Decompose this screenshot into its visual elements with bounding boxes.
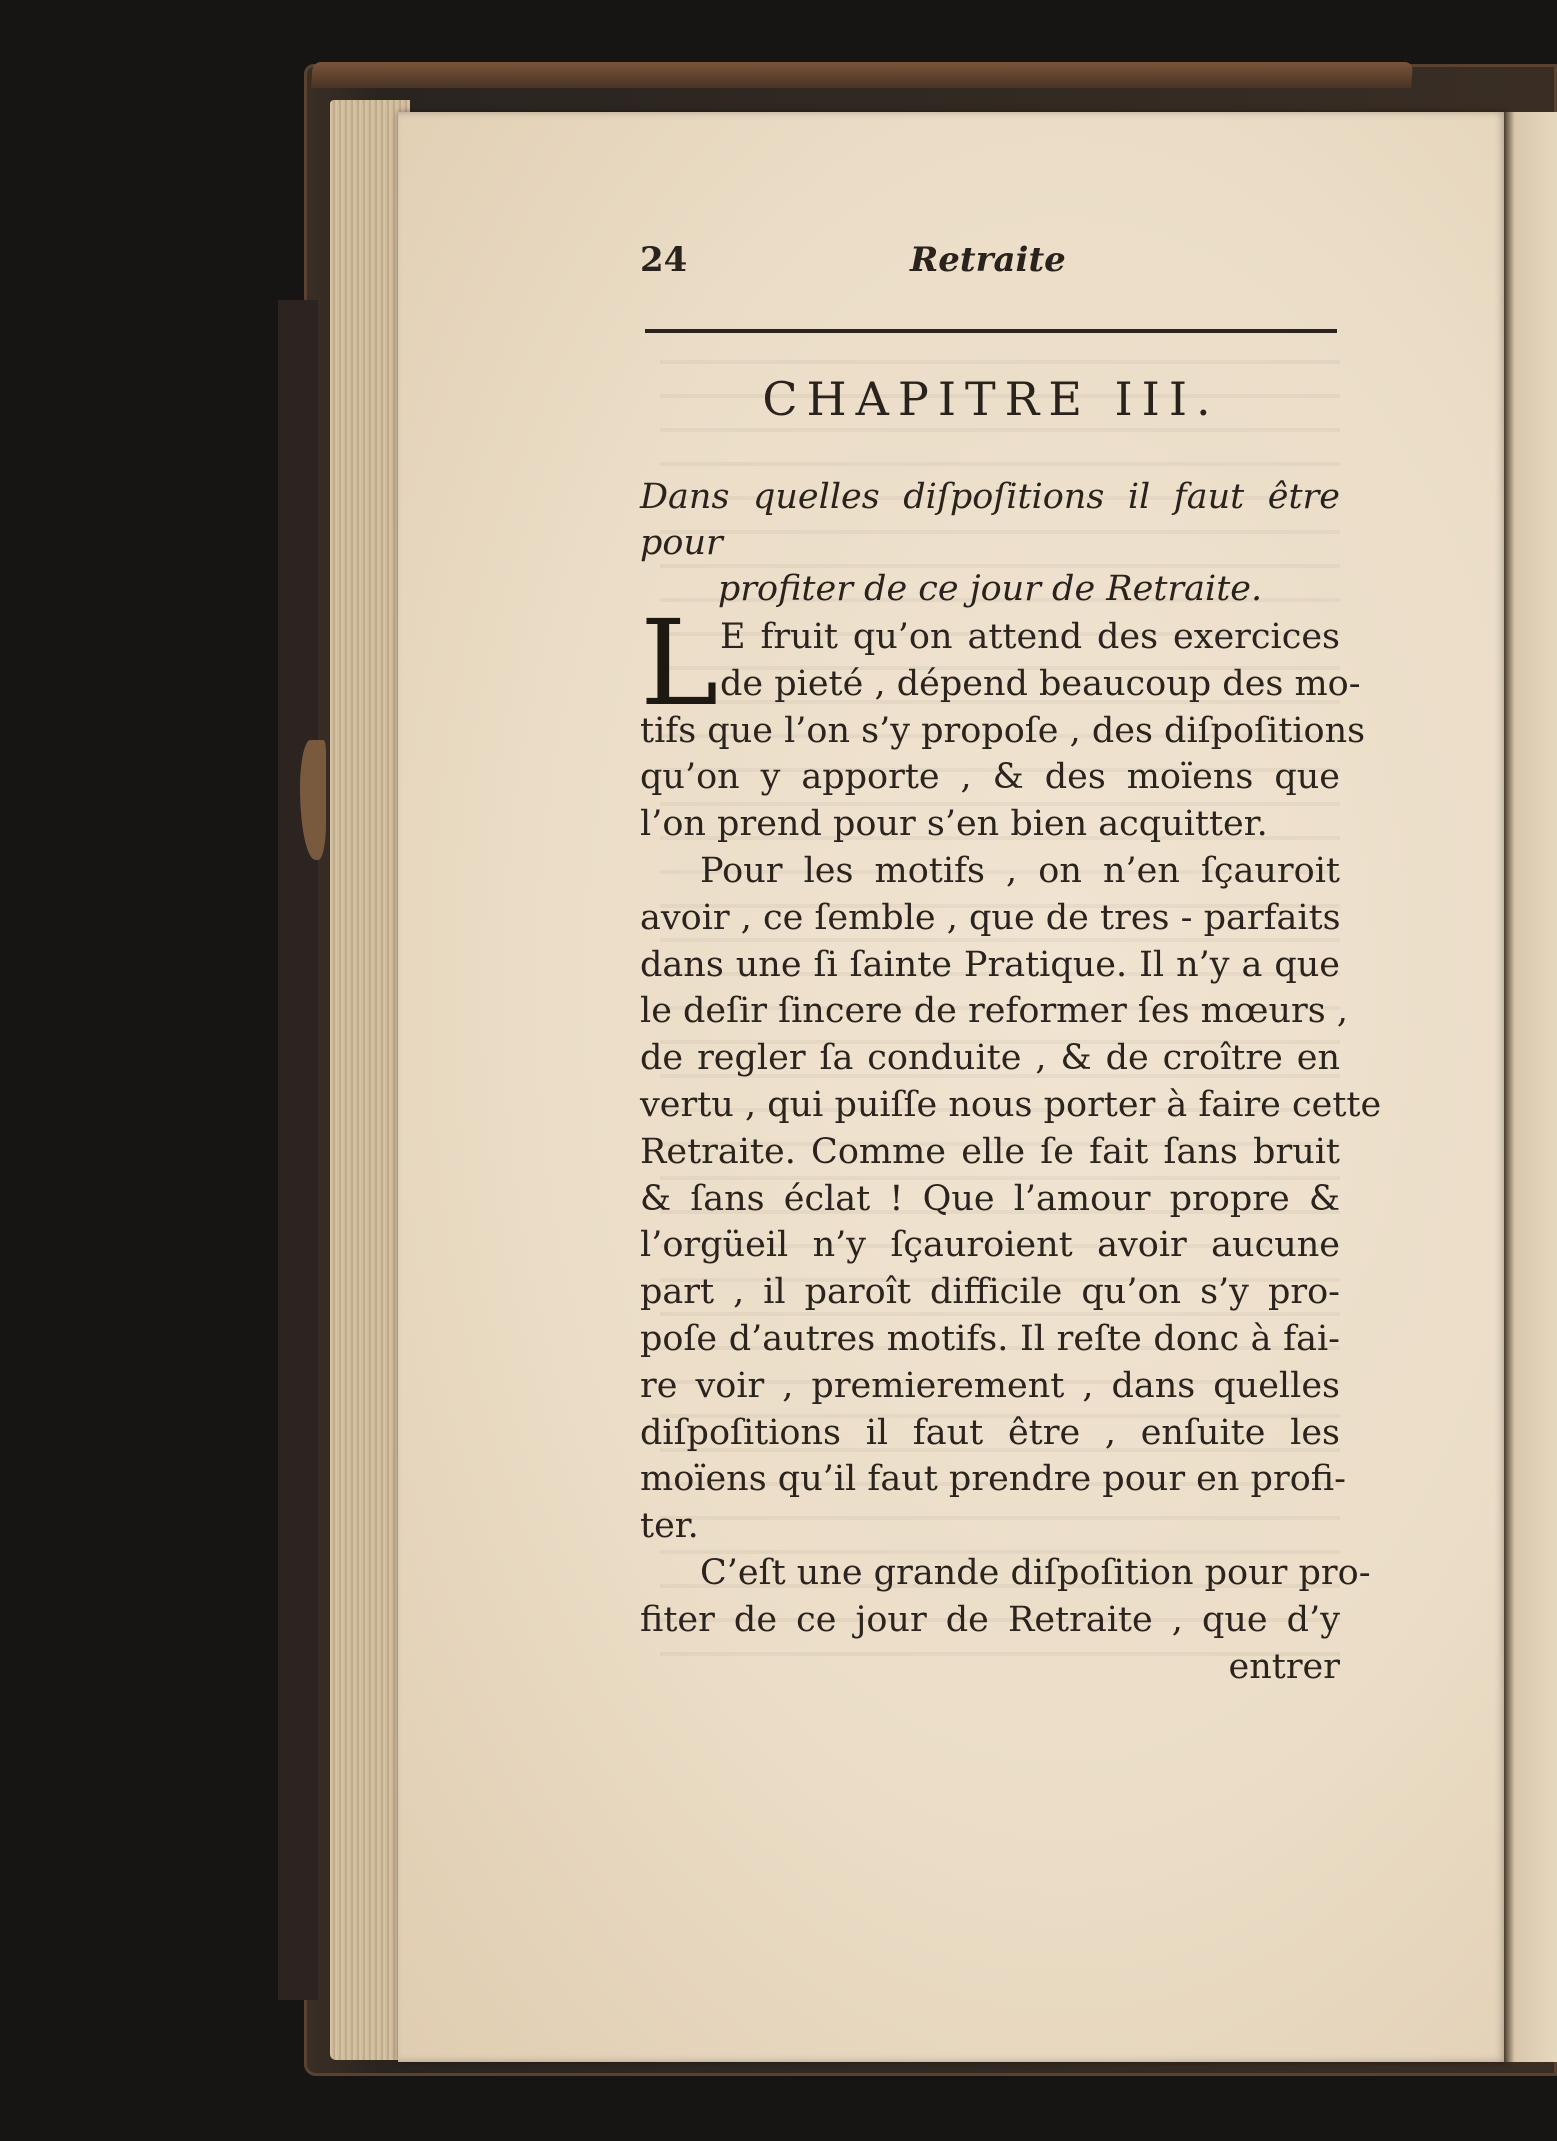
chapter-summary <box>640 474 1340 612</box>
text-line: Pour les motifs , on n’en ſçauroit <box>700 850 1340 891</box>
text-line: poſe d’autres motifs. Il reſte donc à fai- <box>640 1318 1340 1359</box>
text-line: re voir , premierement , dans quelles <box>640 1365 1340 1406</box>
cover-top-edge <box>311 62 1413 88</box>
page-number: 24 <box>640 240 688 280</box>
text-line: dans une ſi ſainte Pratique. Il n’y a que <box>640 944 1340 985</box>
catchword: entrer <box>1228 1646 1340 1687</box>
header-rule <box>645 329 1337 333</box>
text-line: Retraite. Comme elle ſe fait ſans bruit <box>640 1131 1340 1172</box>
facing-page-edge <box>1504 112 1557 2062</box>
summary-line: profiter de ce jour de Retraite. <box>717 569 1263 609</box>
text-line: tifs que l’on s’y propoſe , des diſpoſitions <box>640 710 1366 751</box>
text-line: de regler ſa conduite , & de croître en <box>640 1038 1340 1079</box>
text-line: part , il paroît difficile qu’on s’y pro- <box>640 1272 1340 1313</box>
text-line: l’orgüeil n’y ſçauroient avoir aucune <box>640 1225 1340 1266</box>
text-line: vertu , qui puiſſe nous porter à faire cette <box>640 1084 1382 1125</box>
text-line: avoir , ce ſemble , que de tres - parfaits <box>640 897 1341 938</box>
text-line: le deſir ſincere de reformer ſes mœurs , <box>640 991 1348 1032</box>
running-title: Retraite <box>910 240 1066 280</box>
drop-cap: L <box>640 594 719 732</box>
text-line: & ſans éclat ! Que l’amour propre & <box>640 1178 1340 1219</box>
chapter-heading: CHAPITRE III. <box>762 372 1220 426</box>
text-line: E fruit qu’on attend des exercices <box>720 617 1340 657</box>
text-line: l’on prend pour s’en bien acquitter. <box>640 804 1268 845</box>
spine-shadow <box>278 300 318 2000</box>
text-line: moïens qu’il faut prendre pour en profi- <box>640 1459 1346 1500</box>
text-line: qu’on y apporte , & des moïens que <box>640 757 1340 798</box>
running-head <box>640 240 1340 290</box>
body-text <box>640 594 1382 1690</box>
text-line: ter. <box>640 1506 699 1547</box>
text-line: diſpoſitions il faut être , enſuite les <box>640 1412 1340 1453</box>
text-line: fiter de ce jour de Retraite , que d’y <box>640 1599 1340 1640</box>
text-line: C’eſt une grande diſpoſition pour pro- <box>700 1552 1371 1593</box>
summary-line: Dans quelles diſpoſitions il faut être pour <box>640 477 1340 563</box>
text-line: de pieté , dépend beaucoup des mo- <box>720 663 1361 704</box>
